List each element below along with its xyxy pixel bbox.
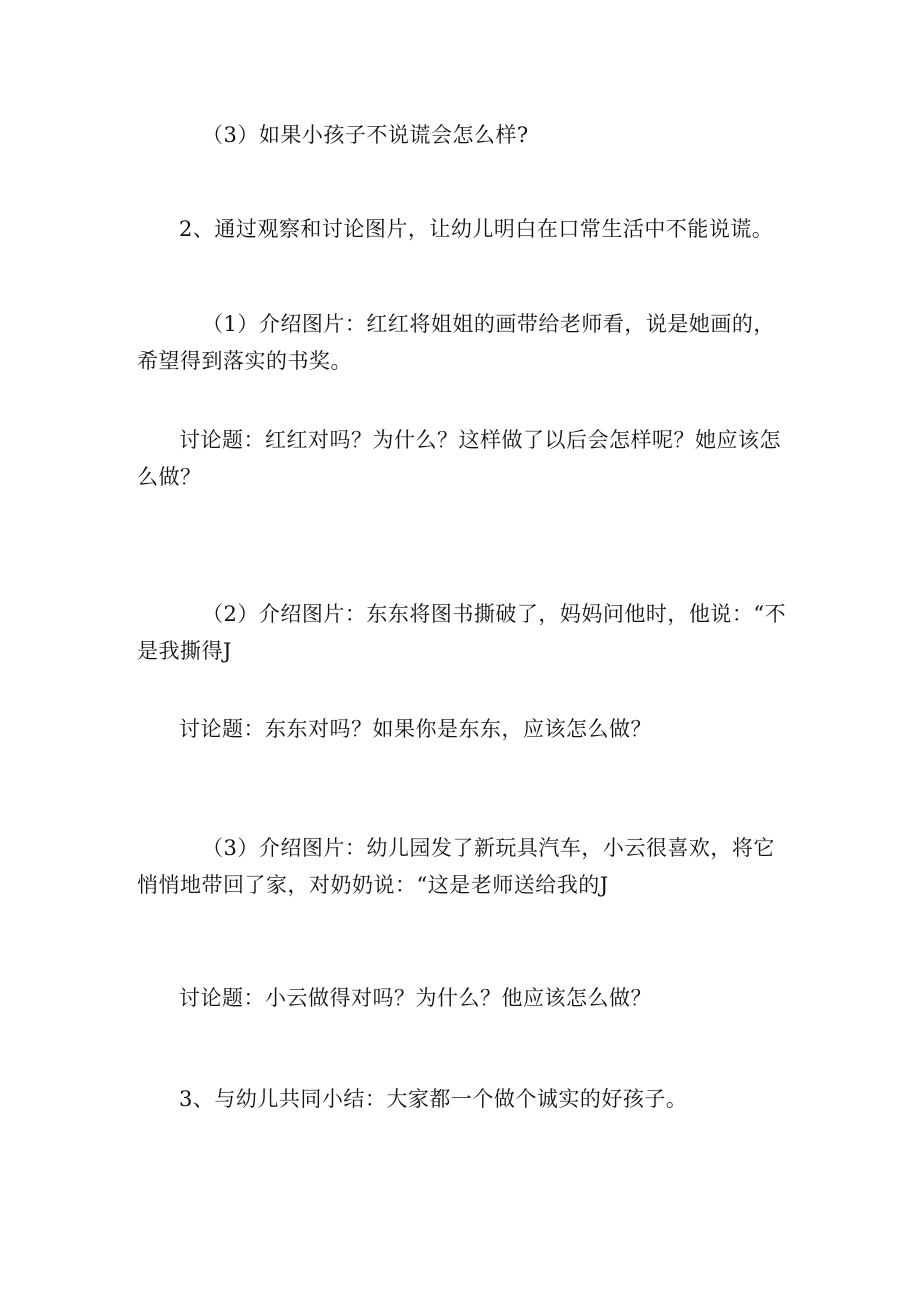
paragraph-step-2: 2、通过观察和讨论图片，让幼儿明白在口常生活中不能说谎。: [179, 217, 774, 241]
paragraph-step-3: 3、与幼儿共同小结：大家都一个做个诚实的好孩子。: [179, 1087, 688, 1111]
paragraph-picture-3: （3）介绍图片：幼儿园发了新玩具汽车，小云很喜欢，将它悄悄地带回了家，对奶奶说：“这是老师送给我的J: [137, 836, 775, 897]
paragraph-picture-1: （1）介绍图片：红红将姐姐的画带给老师看，说是她画的，希望得到落实的书奖。: [137, 312, 775, 373]
paragraph-picture-2: （2）介绍图片：东东将图书撕破了，妈妈问他时，他说：“不是我撕得J: [137, 602, 787, 663]
paragraph-discussion-3: 讨论题：小云做得对吗？为什么？他应该怎么做？: [179, 986, 652, 1010]
paragraph-discussion-1: 讨论题：红红对吗？为什么？这样做了以后会怎样呢？她应该怎么做？: [137, 428, 781, 489]
paragraph-question-3: （3）如果小孩子不说谎会怎么样?: [202, 123, 529, 147]
paragraph-discussion-2: 讨论题：东东对吗？如果你是东东，应该怎么做？: [179, 717, 652, 741]
